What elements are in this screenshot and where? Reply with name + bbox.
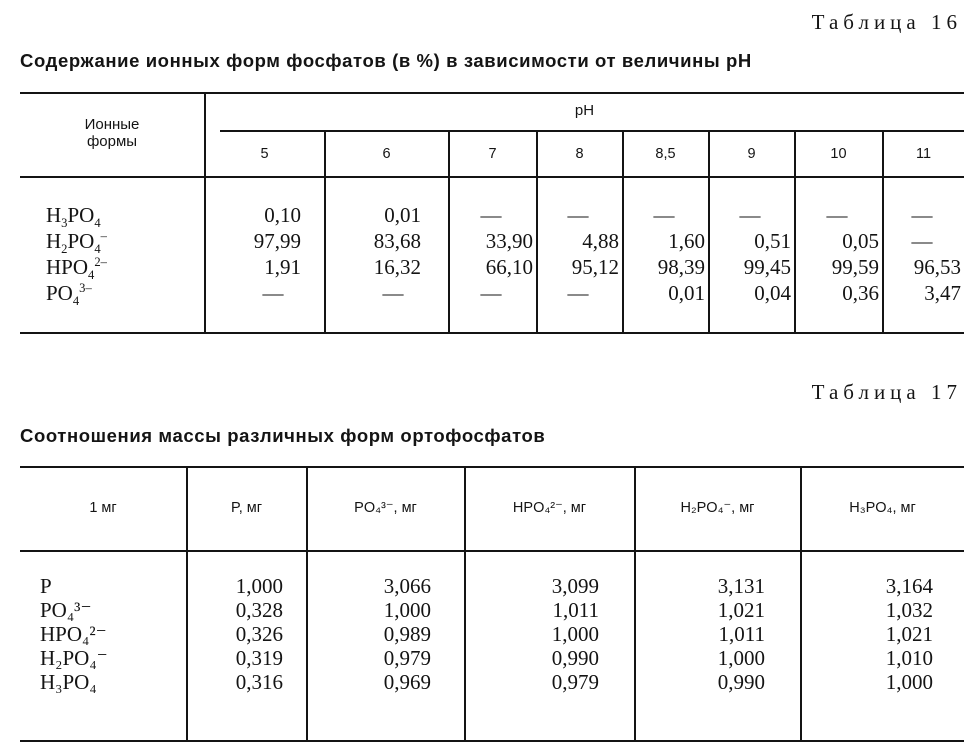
table-cell: 1,032 — [885, 598, 933, 622]
table-cell: 95,12 — [571, 255, 619, 279]
table-cell: 3,47 — [924, 281, 961, 305]
table17-col-header: P, мг — [230, 500, 263, 516]
table-cell: 1,021 — [717, 598, 765, 622]
table16-column — [449, 202, 533, 306]
table16-ph-rule — [220, 130, 964, 132]
table-cell: 0,990 — [717, 670, 765, 694]
table-cell: 0,979 — [551, 670, 599, 694]
table-cell: 1,91 — [264, 255, 301, 279]
table-cell: 97,99 — [253, 229, 301, 253]
table17-column — [635, 574, 765, 694]
table-cell: — — [480, 281, 502, 305]
table-cell: 4,88 — [582, 229, 619, 253]
table16-stub-header — [20, 116, 204, 150]
table-cell: — — [567, 281, 589, 305]
table-cell: 1,60 — [668, 229, 705, 253]
table16-col-header: 7 — [488, 146, 497, 162]
table-cell: 96,53 — [913, 255, 961, 279]
table16-header-rule — [20, 176, 964, 178]
table-cell: 99,59 — [831, 255, 879, 279]
table-cell: 0,05 — [842, 229, 879, 253]
table-cell: 0,01 — [384, 203, 421, 227]
table-cell: — — [262, 281, 284, 305]
table17-col-header: H₃PO₄, мг — [849, 500, 916, 516]
table-cell: 1,000 — [885, 670, 933, 694]
table16-column — [205, 202, 301, 306]
table16-col-header: 8 — [575, 146, 584, 162]
ion-form-label: $H_2PO_4^-$ — [46, 229, 107, 257]
ion-form-label: $HPO_4^{2-}$ — [46, 255, 107, 283]
table-cell: 0,01 — [668, 281, 705, 305]
table16-column — [883, 202, 961, 306]
table17-bottom-rule — [20, 740, 964, 742]
table-cell: — — [382, 281, 404, 305]
table-cell: 1,011 — [718, 622, 765, 646]
table-cell: 66,10 — [485, 255, 533, 279]
table-cell: 3,131 — [717, 574, 765, 598]
table17-top-rule — [20, 466, 964, 468]
table-cell: 33,90 — [485, 229, 533, 253]
table-cell: 0,979 — [383, 646, 431, 670]
table-cell: 1,000 — [383, 598, 431, 622]
stub-header-line: Ионные — [84, 116, 140, 133]
table-cell: — — [739, 203, 761, 227]
table17-col-header: 1 мг — [89, 500, 117, 516]
table-cell: 0,51 — [754, 229, 791, 253]
table-cell: 3,099 — [551, 574, 599, 598]
table16-col-header: 6 — [382, 146, 391, 162]
table-cell: 1,000 — [235, 574, 283, 598]
table-cell: 0,319 — [235, 646, 283, 670]
table16-column — [623, 202, 705, 306]
table-cell: 99,45 — [743, 255, 791, 279]
table17-col-header: HPO₄²⁻, мг — [512, 500, 587, 516]
table17-col-header: PO₄³⁻, мг — [354, 500, 417, 516]
table17-title: Соотношения массы различных форм ортофосфатов — [20, 425, 546, 446]
table-cell: 16,32 — [373, 255, 421, 279]
table16-column — [795, 202, 879, 306]
table-cell: 1,000 — [717, 646, 765, 670]
table16-col-header: 5 — [260, 146, 269, 162]
table16-column — [325, 202, 421, 306]
table-cell: — — [826, 203, 848, 227]
row-label: P — [40, 574, 52, 598]
table16-row-labels — [46, 202, 107, 309]
table-cell: 3,164 — [885, 574, 933, 598]
table16-ph-header: pH — [574, 102, 595, 119]
table17-caption: Таблица 17 — [811, 380, 962, 404]
row-label: HPO₄²⁻ — [40, 622, 107, 646]
row-label: H₂PO₄⁻ — [40, 646, 108, 670]
table-cell: — — [911, 203, 933, 227]
table-cell: — — [567, 203, 589, 227]
row-label: H₃PO₄ — [40, 670, 97, 694]
table16-col-header: 8,5 — [655, 146, 676, 162]
table16-col-header: 11 — [915, 146, 932, 162]
table-cell: 1,010 — [885, 646, 933, 670]
table-cell: 0,989 — [383, 622, 431, 646]
table16-title: Содержание ионных форм фосфатов (в %) в зависимости от величины pH — [20, 50, 752, 71]
table-cell: 1,000 — [551, 622, 599, 646]
table-cell: 0,10 — [264, 203, 301, 227]
table-cell: 0,316 — [235, 670, 283, 694]
table16-top-rule — [20, 92, 964, 94]
table-cell: 83,68 — [373, 229, 421, 253]
ion-form-label: $PO_4^{3-}$ — [46, 281, 92, 309]
table-cell: 0,969 — [383, 670, 431, 694]
table16-bottom-rule — [20, 332, 964, 334]
table17-column — [465, 574, 599, 694]
table-cell: — — [911, 229, 933, 253]
table16-column — [537, 202, 619, 306]
table16-col-header: 10 — [830, 146, 847, 162]
ion-form-label: $H_3PO_4$ — [46, 203, 101, 231]
table17-column — [801, 574, 933, 694]
table-cell: — — [480, 203, 502, 227]
table-cell: 1,021 — [885, 622, 933, 646]
table-cell: 0,36 — [842, 281, 879, 305]
table17-header-rule — [20, 550, 964, 552]
table-cell: 1,011 — [552, 598, 599, 622]
row-label: PO₄³⁻ — [40, 598, 92, 622]
table-cell: 0,990 — [551, 646, 599, 670]
table16-column — [709, 202, 791, 306]
table-cell: 0,328 — [235, 598, 283, 622]
table-cell: 98,39 — [657, 255, 705, 279]
table17-column — [187, 574, 283, 694]
table-cell: — — [653, 203, 675, 227]
table17-col-header: H₂PO₄⁻, мг — [680, 500, 755, 516]
table17-column — [307, 574, 431, 694]
table-cell: 0,326 — [235, 622, 283, 646]
table16-caption: Таблица 16 — [811, 10, 962, 34]
table17-row-labels — [40, 574, 108, 694]
table-cell: 0,04 — [754, 281, 791, 305]
table16-col-header: 9 — [747, 146, 756, 162]
stub-header-line: формы — [86, 133, 138, 150]
table-cell: 3,066 — [383, 574, 431, 598]
